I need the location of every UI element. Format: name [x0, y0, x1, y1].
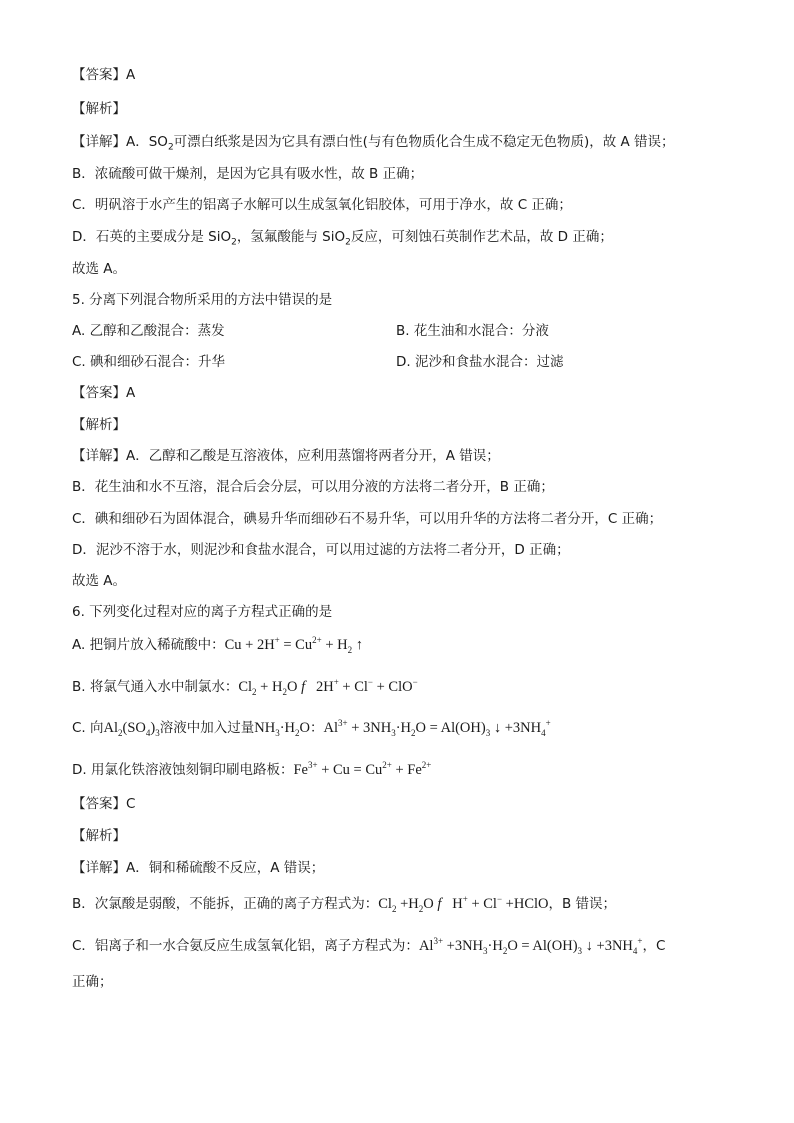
q6-detail-c: C．铝离子和一水合氨反应生成氢氧化铝，离子方程式为：$Al^{3+} +3NH_3\cdot H_2O = Al(OH)_3$ ↓ $+3NH_4^+$，C: [72, 936, 666, 956]
q5-option-c: C. 碘和细砂石混合：升华: [72, 354, 226, 370]
q6-detail-b: B．次氯酸是弱酸，不能拆，正确的离子方程式为：$Cl_2 +H_2O$ f H+ + Cl− +HClO，B 错误；: [72, 894, 617, 914]
q6-option-d: D. 用氯化铁溶液蚀刻铜印刷电路板：$Fe^{3+} + Cu = Cu^{2+} + Fe^{2+}$: [72, 760, 432, 778]
q6-detail-a: 【详解】A．铜和稀硫酸不反应，A 错误；: [72, 860, 325, 876]
q6-answer: 【答案】C: [72, 796, 136, 812]
equation-d: $Fe^{3+} + Cu = Cu^{2+} + Fe^{2+}$: [293, 760, 432, 778]
q6-detail-c-continued: 正确；: [72, 974, 113, 990]
equation-a: $Cu + 2H^+ = Cu^{2+} + H_2$ ↑: [224, 635, 363, 655]
q6-stem: 6. 下列变化过程对应的离子方程式正确的是: [72, 604, 333, 620]
q5-option-a: A. 乙醇和乙酸混合：蒸发: [72, 323, 225, 339]
q6-option-a: A. 把铜片放入稀硫酸中：$Cu + 2H^+ = Cu^{2+} + H_2$ ↑: [72, 635, 363, 655]
detail-d: D．石英的主要成分是 SiO$_2$，氢氟酸能与 SiO$_2$反应，可刻蚀石英制作艺术品，故 D 正确；: [72, 229, 613, 248]
q5-stem: 5. 分离下列混合物所采用的方法中错误的是: [72, 292, 333, 308]
detail-a: 【详解】A．$SO_2$可漂白纸浆是因为它具有漂白性(与有色物质化合生成不稳定无色物质)，故 A 错误；: [72, 134, 675, 153]
q5-option-b: B. 花生油和水混合：分液: [396, 323, 549, 339]
q6-analysis: 【解析】: [72, 828, 126, 844]
q5-option-d: D. 泥沙和食盐水混合：过滤: [396, 354, 564, 370]
q5-detail-a: 【详解】A．乙醇和乙酸是互溶液体，应利用蒸馏将两者分开，A 错误；: [72, 448, 500, 464]
answer-label: 【答案】A: [72, 67, 136, 83]
analysis-label: 【解析】: [72, 101, 126, 117]
equation-c: $Al^{3+} + 3NH_3\cdot H_2O = Al(OH)_3$ ↓ $+3NH_4^+$: [323, 718, 551, 738]
q5-detail-b: B．花生油和水不互溶，混合后会分层，可以用分液的方法将二者分开，B 正确；: [72, 479, 554, 495]
q6-option-b: B. 将氯气通入水中制氯水：$Cl_2 + H_2O$ f 2H+ + Cl− + ClO−: [72, 677, 418, 697]
equation-b: $Cl_2 + H_2O$ f 2H+ + Cl− + ClO−: [238, 677, 418, 697]
detail-c: C．明矾溶于水产生的铝离子水解可以生成氢氧化铝胶体，可用于净水，故 C 正确；: [72, 197, 572, 213]
q6-option-c: C. 向$Al_2(SO_4)_3$溶液中加入过量$NH_3\cdot H_2O$：$Al^{3+} + 3NH_3\cdot H_2O = Al(OH)_3$ ↓ $+3NH_4^+$: [72, 718, 551, 738]
q5-answer: 【答案】A: [72, 385, 136, 401]
q5-detail-c: C．碘和细砂石为固体混合，碘易升华而细砂石不易升华，可以用升华的方法将二者分开，C 正确；: [72, 511, 663, 527]
q5-conclusion: 故选 A。: [72, 573, 127, 589]
q5-detail-d: D．泥沙不溶于水，则泥沙和食盐水混合，可以用过滤的方法将二者分开，D 正确；: [72, 542, 570, 558]
detail-b: B．浓硫酸可做干燥剂，是因为它具有吸水性，故 B 正确；: [72, 166, 424, 182]
q5-analysis: 【解析】: [72, 417, 126, 433]
conclusion: 故选 A。: [72, 261, 127, 277]
